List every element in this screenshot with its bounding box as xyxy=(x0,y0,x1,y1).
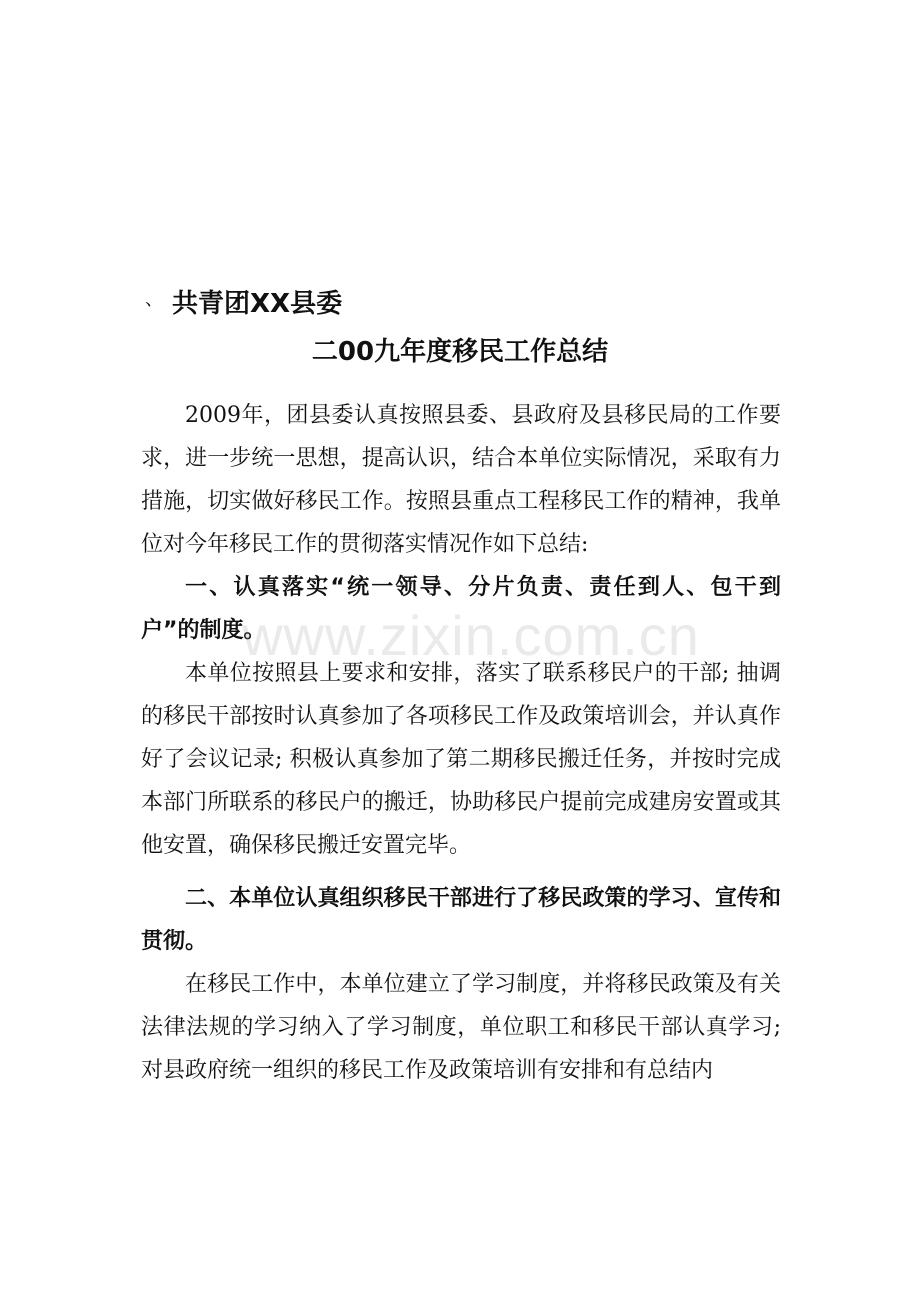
section-heading-1: 一、认真落实“统一领导、分片负责、责任到人、包干到户”的制度。 xyxy=(141,575,781,643)
organization-header: 共青团XX县委 xyxy=(172,289,343,319)
section-1-paragraph: 本单位按照县上要求和安排，落实了联系移民户的干部; 抽调的移民干部按时认真参加了各项移民工作及政策培训会，并认真作好了会议记录; 积极认真参加了第二期移民搬迁任务，并按时完成本部门所联系的移民户的搬迁，协助移民户提前完成建房安置或其他安置，确保移民搬迁安置完毕。 xyxy=(141,661,781,858)
document-body xyxy=(141,394,781,1092)
intro-paragraph: 2009年，团县委认真按照县委、县政府及县移民局的工作要求，进一步统一思想，提高认识，结合本单位实际情况，采取有力措施，切实做好移民工作。按照县重点工程移民工作的精神，我单位对今年移民工作的贯彻落实情况作如下总结: xyxy=(141,403,781,557)
document-title: 二00九年度移民工作总结 xyxy=(311,337,609,367)
section-heading-2: 二、本单位认真组织移民干部进行了移民政策的学习、宣传和贯彻。 xyxy=(141,886,781,954)
section-2-paragraph: 在移民工作中，本单位建立了学习制度，并将移民政策及有关法律法规的学习纳入了学习制度，单位职工和移民干部认真学习; 对县政府统一组织的移民工作及政策培训有安排和有总结内 xyxy=(141,972,781,1083)
watermark: www.zixin.com.cn xyxy=(242,604,700,667)
corner-mark: 、 xyxy=(145,289,163,310)
